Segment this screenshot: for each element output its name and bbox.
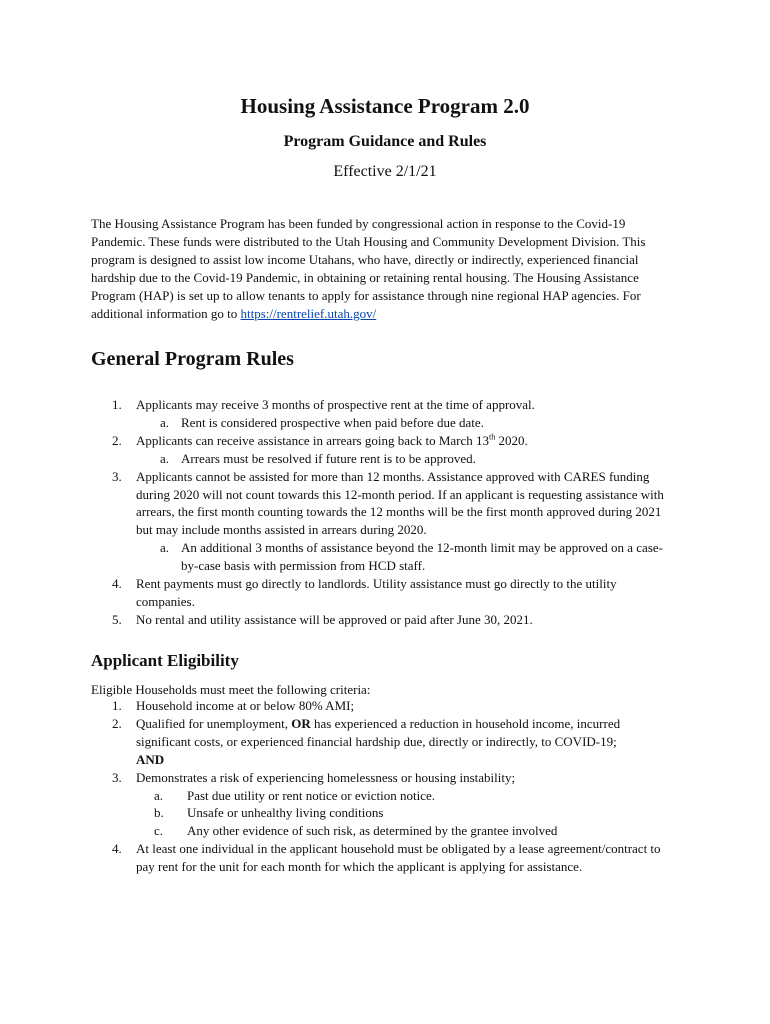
rule-text: Applicants cannot be assisted for more than 12 months. Assistance approved with CARES funding during 2020 will not count towards this 12-month period. If an applicant is requesting assistance with arrears, the first month counting towards the 12 months will be the first month approved during 2021 but may include months assisted in arrears during 2020. <box>136 468 664 538</box>
rules-list <box>0 396 770 629</box>
rule-number: 1. <box>112 397 122 412</box>
rule-number: 5. <box>112 611 122 627</box>
criterion-number: 4. <box>112 841 122 857</box>
rule-number: 4. <box>112 576 122 592</box>
subitem-text: An additional 3 months of assistance beyond the 12-month limit may be approved on a case-by-case basis with permission from HCD staff. <box>181 540 663 574</box>
subitem-letter: a. <box>160 414 170 430</box>
rule-number: 3. <box>112 468 122 484</box>
page-title: Housing Assistance Program 2.0 <box>240 94 530 118</box>
eligibility-item-2 <box>0 715 676 769</box>
subitem-letter: b. <box>154 805 164 821</box>
subitem-text: Past due utility or rent notice or eviction notice. <box>187 787 436 803</box>
criterion-number: 1. <box>112 698 122 713</box>
criterion-number: 3. <box>112 769 122 785</box>
intro-paragraph <box>91 215 676 322</box>
criterion-text-end: has experienced a reduction in household income, incurred significant costs, or experienced financial hardship due, directly or indirectly, to COVID-19; <box>136 715 621 749</box>
criterion-text: Qualified for unemployment, <box>136 715 292 731</box>
rule-subitem-1a <box>0 414 671 432</box>
rules-heading: General Program Rules <box>91 348 294 370</box>
rule-number: 2. <box>112 432 122 448</box>
page-subtitle: Program Guidance and Rules <box>283 133 487 150</box>
subitem-text: Rent is considered prospective when paid before due date. <box>181 414 484 430</box>
rule-item-1 <box>0 396 676 414</box>
rule-subitem-2a <box>0 450 671 468</box>
subitem-letter: a. <box>160 540 170 556</box>
rule-subitem-3a <box>0 539 671 575</box>
rentrelief-link[interactable]: https://rentrelief.utah.gov/ <box>240 305 377 321</box>
ordinal-suffix: th <box>489 432 496 442</box>
rule-text: Applicants can receive assistance in arrears going back to March 13 <box>136 432 490 448</box>
subitem-text: Unsafe or unhealthy living conditions <box>187 805 384 821</box>
rule-item-4 <box>0 575 676 611</box>
and-emphasis: AND <box>136 751 165 767</box>
subitem-letter: a. <box>160 450 170 466</box>
eligibility-lead: Eligible Households must meet the following criteria: <box>91 682 371 697</box>
eligibility-item-4 <box>0 840 676 876</box>
subitem-letter: c. <box>154 823 164 839</box>
rule-item-5 <box>0 611 676 629</box>
eligibility-list <box>0 697 770 876</box>
eligibility-subitem-3a <box>0 787 677 805</box>
criterion-text: Demonstrates a risk of experiencing homelessness or housing instability; <box>136 769 516 785</box>
or-emphasis: OR <box>291 715 311 731</box>
rule-text: Applicants may receive 3 months of prospective rent at the time of approval. <box>136 397 535 412</box>
rule-item-2 <box>0 432 676 450</box>
eligibility-subitem-3b <box>0 804 677 822</box>
eligibility-item-3 <box>0 769 676 787</box>
eligibility-item-1 <box>0 697 676 715</box>
eligibility-subitem-3c <box>0 822 677 840</box>
criterion-number: 2. <box>112 715 122 731</box>
rule-text-end: 2020. <box>495 432 528 448</box>
intro-text: The Housing Assistance Program has been funded by congressional action in response to the Covid-19 Pandemic. These funds were distributed to the Utah Housing and Community Development Division. This program is designed to assist low income Utahans, who have, directly or indirectly, experienced financial hardship due to the Covid-19 Pandemic, in obtaining or retaining rental housing. The Housing Assistance Program (HAP) is set up to allow tenants to apply for assistance through nine regional HAP agencies. For additional information go to <box>91 216 646 321</box>
effective-date: Effective 2/1/21 <box>333 163 437 180</box>
criterion-text: Household income at or below 80% AMI; <box>136 698 355 713</box>
rule-text: No rental and utility assistance will be approved or paid after June 30, 2021. <box>136 611 533 627</box>
subitem-text: Any other evidence of such risk, as determined by the grantee involved <box>187 823 558 839</box>
subitem-letter: a. <box>154 787 164 803</box>
rule-item-3 <box>0 468 676 540</box>
rule-text: Rent payments must go directly to landlords. Utility assistance must go directly to the utility companies. <box>136 576 617 609</box>
eligibility-heading: Applicant Eligibility <box>91 651 239 670</box>
criterion-text: At least one individual in the applicant household must be obligated by a lease agreement/contract to pay rent for the unit for each month for which the applicant is applying for assistance. <box>136 841 661 875</box>
subitem-text: Arrears must be resolved if future rent is to be approved. <box>181 450 476 466</box>
